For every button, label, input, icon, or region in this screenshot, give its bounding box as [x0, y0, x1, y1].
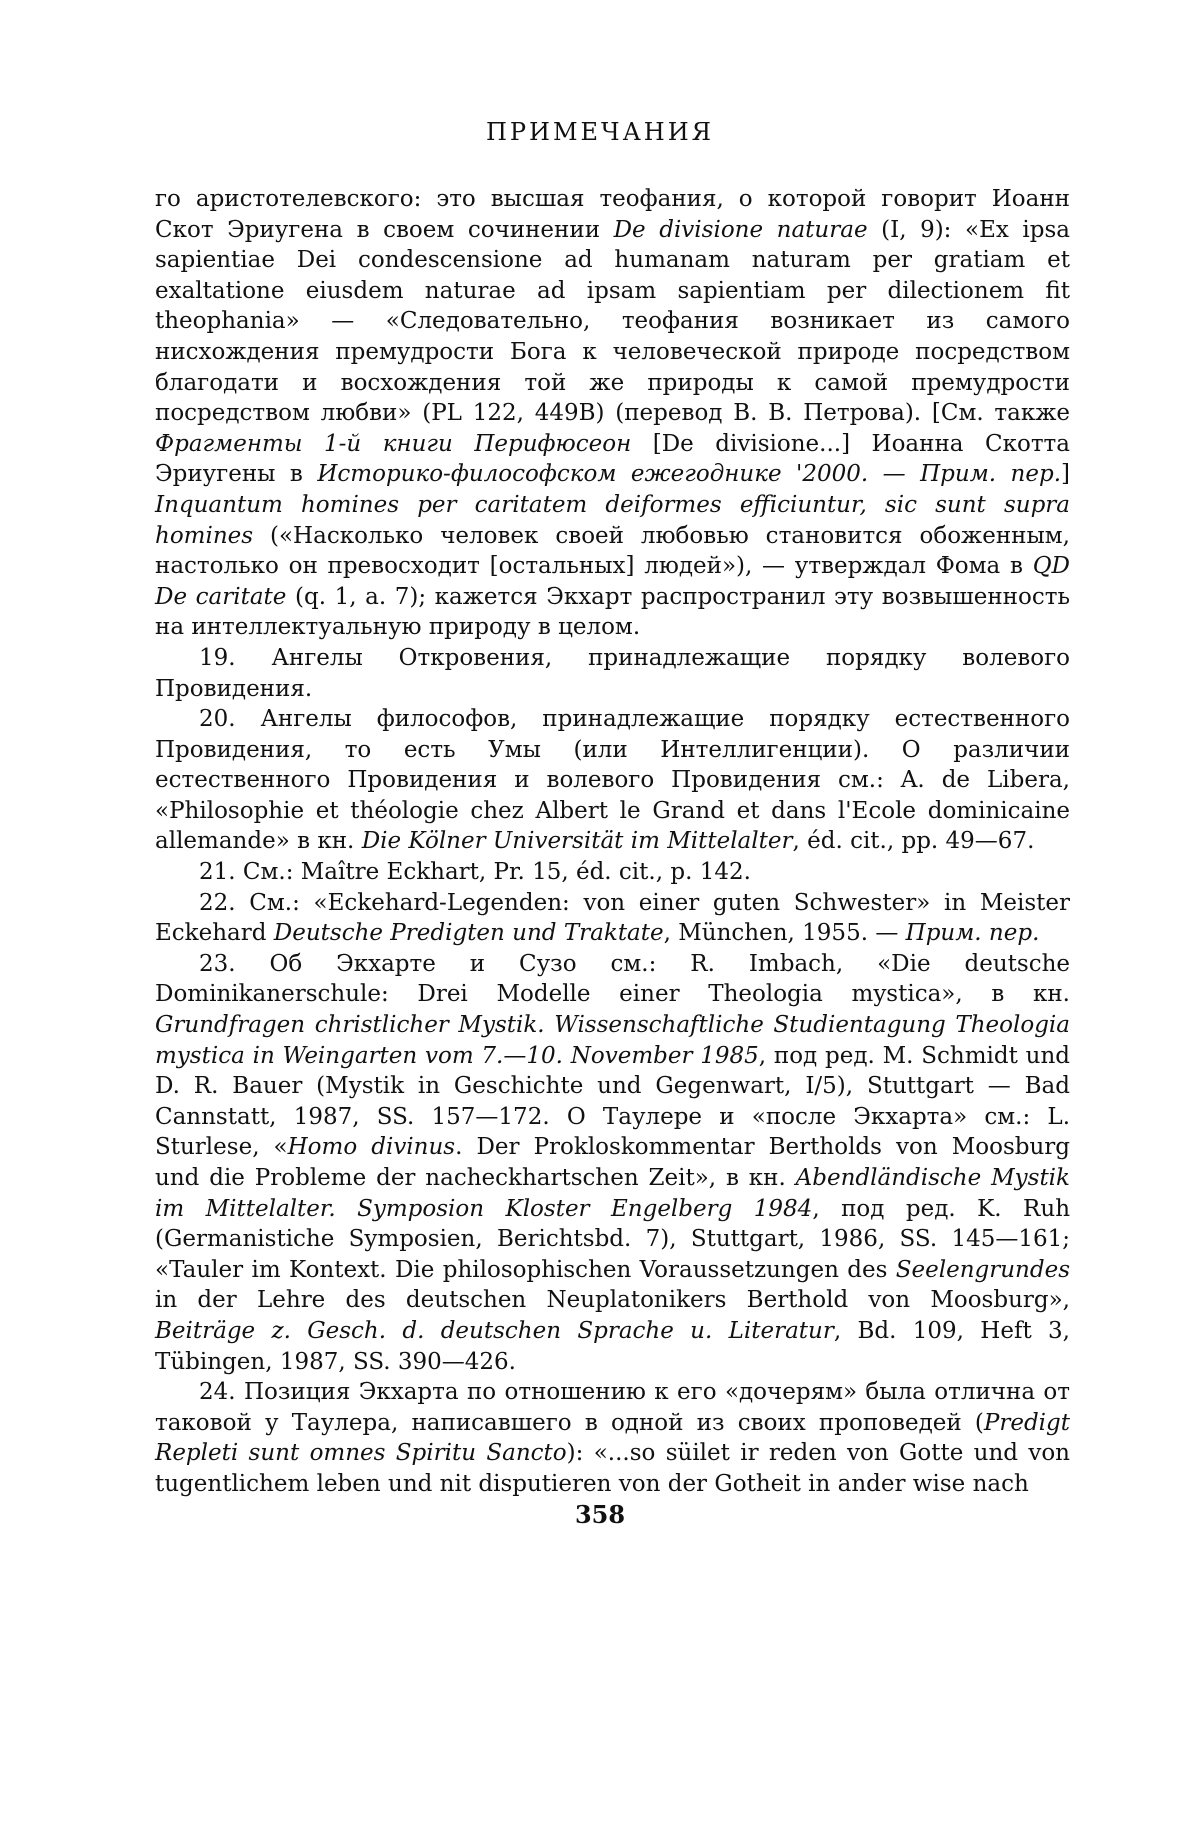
text-run: , éd. cit., pp. 49—67. — [792, 828, 1035, 855]
text-run: , под ред. K. Ruh (Germanistiche Symposien, Berichtsbd. 7), Stuttgart, 1986, SS. 145—161; «Tauler im Kontext. Die philosophischen Voraussetzungen des — [155, 1195, 1071, 1283]
italic-text: Abendländische Mystik im Mittelalter. Symposion Kloster Engelberg 1984 — [155, 1165, 1070, 1222]
text-run: [De divisione...] Иоанна Скотта Эриугены в — [155, 430, 1070, 488]
italic-text: Die Kölner Universität im Mittelalter — [361, 828, 793, 855]
italic-text: Grundfragen christlicher Mystik. Wissenschaftliche Studientagung Theologia mystica in Weingarten vom 7.—10. November 1985 — [155, 1012, 1070, 1069]
page-number: 358 — [574, 1500, 626, 1529]
text-run: 23. Об Экхарте и Сузо см.: R. Imbach, «Die deutsche Dominikanerschule: Drei Modelle einer Theologia mystica», в кн. — [155, 950, 1070, 1008]
text-run: 20. Ангелы философов, принадлежащие порядку естественного Провидения, то есть Умы (или Интеллигенции). О различии естественного Провидения и волевого Провидения см.: A. de Libera, «Philosophie et théologie chez Albert le Grand et dans l'Ecole dominicaine allemande» в кн. — [155, 706, 1070, 855]
text-run: , München, 1955. — — [663, 920, 906, 947]
italic-text: Прим. пер. — [905, 920, 1040, 947]
note-item — [155, 643, 1070, 704]
italic-text: Predigt Repleti sunt omnes Spiritu Sancto — [155, 1409, 1070, 1467]
italic-text: Историко-философском ежегоднике '2000. — Прим. пер. — [317, 461, 1062, 488]
italic-text: Beiträge z. Gesch. d. deutschen Sprache u. Literatur — [155, 1317, 834, 1344]
note-item — [155, 1377, 1070, 1499]
text-run: 19. Ангелы Откровения, принадлежащие порядку волевого Провидения. — [155, 644, 1070, 702]
text-run: ] — [1061, 461, 1070, 488]
italic-text: Фрагменты 1-й книги Перифюсеон — [155, 430, 632, 457]
text-run: 24. Позиция Экхарта по отношению к его «дочерям» была отлична от таковой у Таулера, написавшего в одной из своих проповедей ( — [155, 1379, 1070, 1436]
text-run: ): «...so süilet ir reden von Gotte und von tugentlichem leben und nit disputieren von der Gotheit in ander wise nach — [155, 1440, 1070, 1497]
note-item — [155, 888, 1070, 949]
text-run: , под ред. M. Schmidt und D. R. Bauer (Mystik in Geschichte und Gegenwart, I/5), Stuttgart — Bad Cannstatt, 1987, SS. 157—172. О Таулере и «после Экхарта» см.: L. Sturlese, « — [155, 1042, 1070, 1161]
text-run: («Насколько человек своей любовью становится обоженным, настолько он превосходит [остальных] людей»), — утверждал Фома в — [155, 522, 1070, 580]
text-run: 22. См.: «Eckehard-Legenden: von einer guten Schwester» in Meister Eckehard — [155, 889, 1070, 947]
text-run: . Der Prokloskommentar Bertholds von Moosburg und die Probleme der nacheckhartschen Zeit», в кн. — [155, 1134, 1071, 1191]
note-item — [155, 704, 1070, 857]
note-item — [155, 949, 1070, 1377]
italic-text: Homo divinus — [287, 1134, 456, 1161]
text-run: го аристотелевского: это высшая теофания, о которой говорит Иоанн Скот Эриугена в своем сочинении — [155, 186, 1070, 243]
italic-text: QD De caritate — [155, 553, 1070, 610]
italic-text: De divisione naturae — [613, 216, 868, 243]
text-run: (q. 1, a. 7); кажется Экхарт распространил эту возвышенность на интеллектуальную природу в целом. — [155, 583, 1070, 641]
text-run: , Bd. 109, Heft 3, Tübingen, 1987, SS. 390—426. — [155, 1317, 1070, 1375]
note-item — [155, 857, 1070, 888]
running-header: ПРИМЕЧАНИЯ — [485, 118, 715, 146]
notes-body — [155, 184, 1070, 1500]
text-run: 21. См.: Maître Eckhart, Pr. 15, éd. cit., p. 142. — [199, 859, 751, 886]
text-run: in der Lehre des deutschen Neuplatonikers Berthold von Moosburg», — [155, 1287, 1070, 1314]
note-continuation — [155, 184, 1070, 643]
italic-text: Seelengrundes — [895, 1256, 1070, 1283]
text-run: (I, 9): «Ex ipsa sapientiae Dei condescensione ad humanam naturam per gratiam et exaltatione eiusdem naturae ad ipsam sapientiam per dilectionem fit theophania» — «Следовательно, теофания возникает из самого нисхождения премудрости Бога к человеческой природе посредством благодати и восхождения той же природы к самой премудрости посредством любви» (PL 122, 449B) (перевод В. В. Петрова). [См. также — [155, 216, 1070, 427]
italic-text: Inquantum homines per caritatem deiformes efficiuntur, sic sunt supra homines — [155, 491, 1070, 549]
italic-text: Deutsche Predigten und Traktate — [273, 920, 664, 947]
